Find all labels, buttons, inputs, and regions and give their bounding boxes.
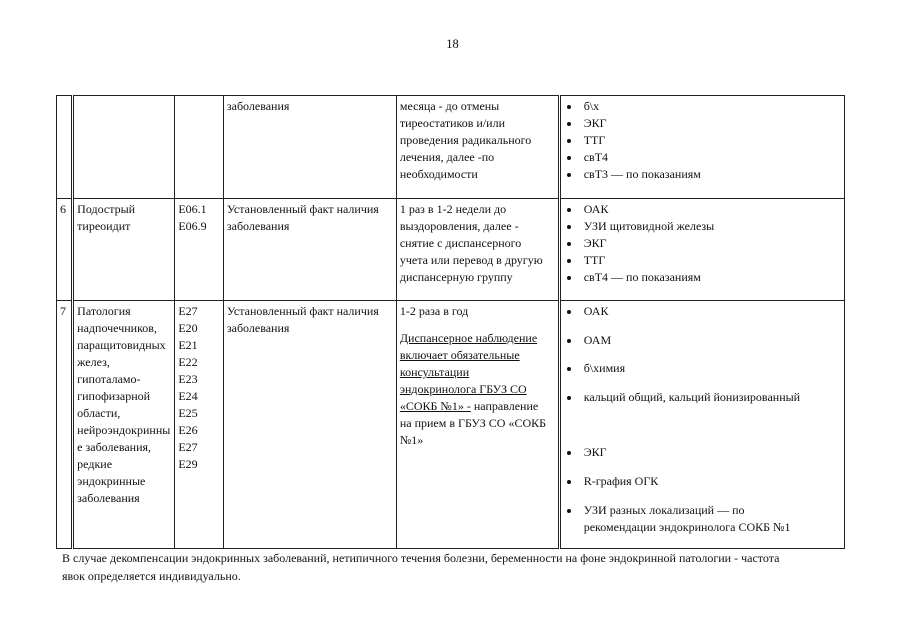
test-item: б\х	[564, 98, 841, 115]
name-line: Патология	[77, 304, 131, 318]
dispensary-table	[56, 95, 845, 549]
test-item-line: УЗИ разных локализаций — по	[583, 503, 745, 517]
footnote-line: В случае декомпенсации эндокринных заболеваний, нетипичного течения болезни, беременности на фоне эндокринной патологии - частота	[62, 551, 780, 565]
icd-codes	[175, 301, 224, 549]
icd-code: E27	[178, 304, 198, 318]
icd-codes	[175, 199, 224, 301]
test-item: ОАК	[564, 303, 841, 320]
frequency-underlined-fragment: «СОКБ №1» -	[399, 399, 471, 413]
frequency-cell	[396, 301, 559, 549]
frequency-line: необходимости	[399, 167, 478, 181]
test-item: кальций общий, кальций йонизированный	[564, 389, 841, 406]
name-line: редкие	[77, 457, 113, 471]
disease-name	[73, 96, 175, 199]
criteria-cell	[223, 301, 396, 549]
name-line: паращитовидных	[77, 338, 166, 352]
name-line: гипофизарной	[77, 389, 151, 403]
test-item: ТТГ	[564, 252, 841, 269]
criteria-line: заболевания	[226, 219, 290, 233]
frequency-cell	[396, 199, 559, 301]
icd-codes	[175, 96, 224, 199]
icd-code: E27	[178, 440, 198, 454]
test-item: ОАК	[564, 201, 841, 218]
name-line: тиреоидит	[77, 219, 131, 233]
name-line: желез,	[77, 355, 110, 369]
footnote-line: явок определяется индивидуально.	[62, 569, 241, 583]
tests-cell	[559, 199, 844, 301]
frequency-line: месяца - до отмены	[399, 99, 500, 113]
icd-code: E24	[178, 389, 198, 403]
frequency-line: диспансерную группу	[399, 270, 513, 284]
test-item: ОАМ	[564, 332, 841, 349]
name-line: нейроэндокринны	[77, 423, 171, 437]
footnote	[62, 549, 852, 585]
frequency-underlined-line: Диспансерное наблюдение	[399, 331, 538, 345]
test-item: свТ3 — по показаниям	[564, 166, 841, 183]
row-number: 6	[57, 199, 73, 301]
frequency-mixed-line	[400, 398, 555, 415]
frequency-fragment: направление	[470, 399, 539, 413]
frequency-line: 1-2 раза в год	[399, 304, 469, 318]
frequency-underlined-line: включает обязательные	[399, 348, 520, 362]
criteria-cell	[223, 199, 396, 301]
frequency-line: 1 раз в 1-2 недели до	[399, 202, 507, 216]
test-item: свТ4	[564, 149, 841, 166]
frequency-underlined-line: эндокринолога ГБУЗ СО	[399, 382, 527, 396]
name-line: области,	[77, 406, 121, 420]
frequency-line: проведения радикального	[399, 133, 532, 147]
icd-code: E21	[178, 338, 198, 352]
frequency-line: лечения, далее -по	[399, 150, 495, 164]
test-item: ЭКГ	[564, 235, 841, 252]
test-item: ЭКГ	[564, 444, 841, 461]
frequency-line: тиреостатиков и/или	[399, 116, 506, 130]
frequency-cell	[396, 96, 559, 199]
name-line: гипоталамо-	[77, 372, 141, 386]
name-line: е заболевания,	[77, 440, 152, 454]
test-item: б\химия	[564, 360, 841, 377]
page-number: 18	[446, 37, 459, 51]
test-item: УЗИ щитовидной железы	[564, 218, 841, 235]
frequency-line: снятие с диспансерного	[399, 236, 522, 250]
disease-name	[73, 301, 175, 549]
icd-code: E29	[178, 457, 198, 471]
table-row-continued	[57, 96, 845, 199]
test-item: ТТГ	[564, 132, 841, 149]
name-line: надпочечников,	[77, 321, 157, 335]
tests-cell	[559, 96, 844, 199]
test-item: ЭКГ	[564, 115, 841, 132]
icd-code: E22	[178, 355, 198, 369]
name-line: эндокринные	[77, 474, 146, 488]
test-item-line: рекомендации эндокринолога СОКБ №1	[583, 520, 791, 534]
frequency-line: на прием в ГБУЗ СО «СОКБ	[399, 416, 547, 430]
row-number: 7	[57, 301, 73, 549]
criteria-line: Установленный факт наличия	[226, 304, 379, 318]
row-number	[57, 96, 73, 199]
test-item: свТ4 — по показаниям	[564, 269, 841, 286]
criteria-cell	[223, 96, 396, 199]
table-row-6	[57, 199, 845, 301]
frequency-line: №1»	[399, 433, 424, 447]
test-item: R-графия ОГК	[564, 473, 841, 490]
icd-code: E25	[178, 406, 198, 420]
table-row-7	[57, 301, 845, 549]
icd-code: E26	[178, 423, 198, 437]
icd-code: E23	[178, 372, 198, 386]
frequency-underlined-line: консультации	[399, 365, 470, 379]
icd-code: E20	[178, 321, 198, 335]
criteria-line: Установленный факт наличия	[226, 202, 379, 216]
frequency-line: учета или перевод в другую	[399, 253, 543, 267]
name-line: Подострый	[77, 202, 136, 216]
icd-code: E06.9	[178, 219, 207, 233]
tests-cell	[559, 301, 844, 549]
frequency-line: выздоровления, далее -	[399, 219, 519, 233]
icd-code: E06.1	[178, 202, 207, 216]
criteria-line: заболевания	[226, 321, 290, 335]
test-item	[564, 502, 841, 536]
criteria-line: заболевания	[226, 99, 290, 113]
disease-name	[73, 199, 175, 301]
name-line: заболевания	[77, 491, 140, 505]
